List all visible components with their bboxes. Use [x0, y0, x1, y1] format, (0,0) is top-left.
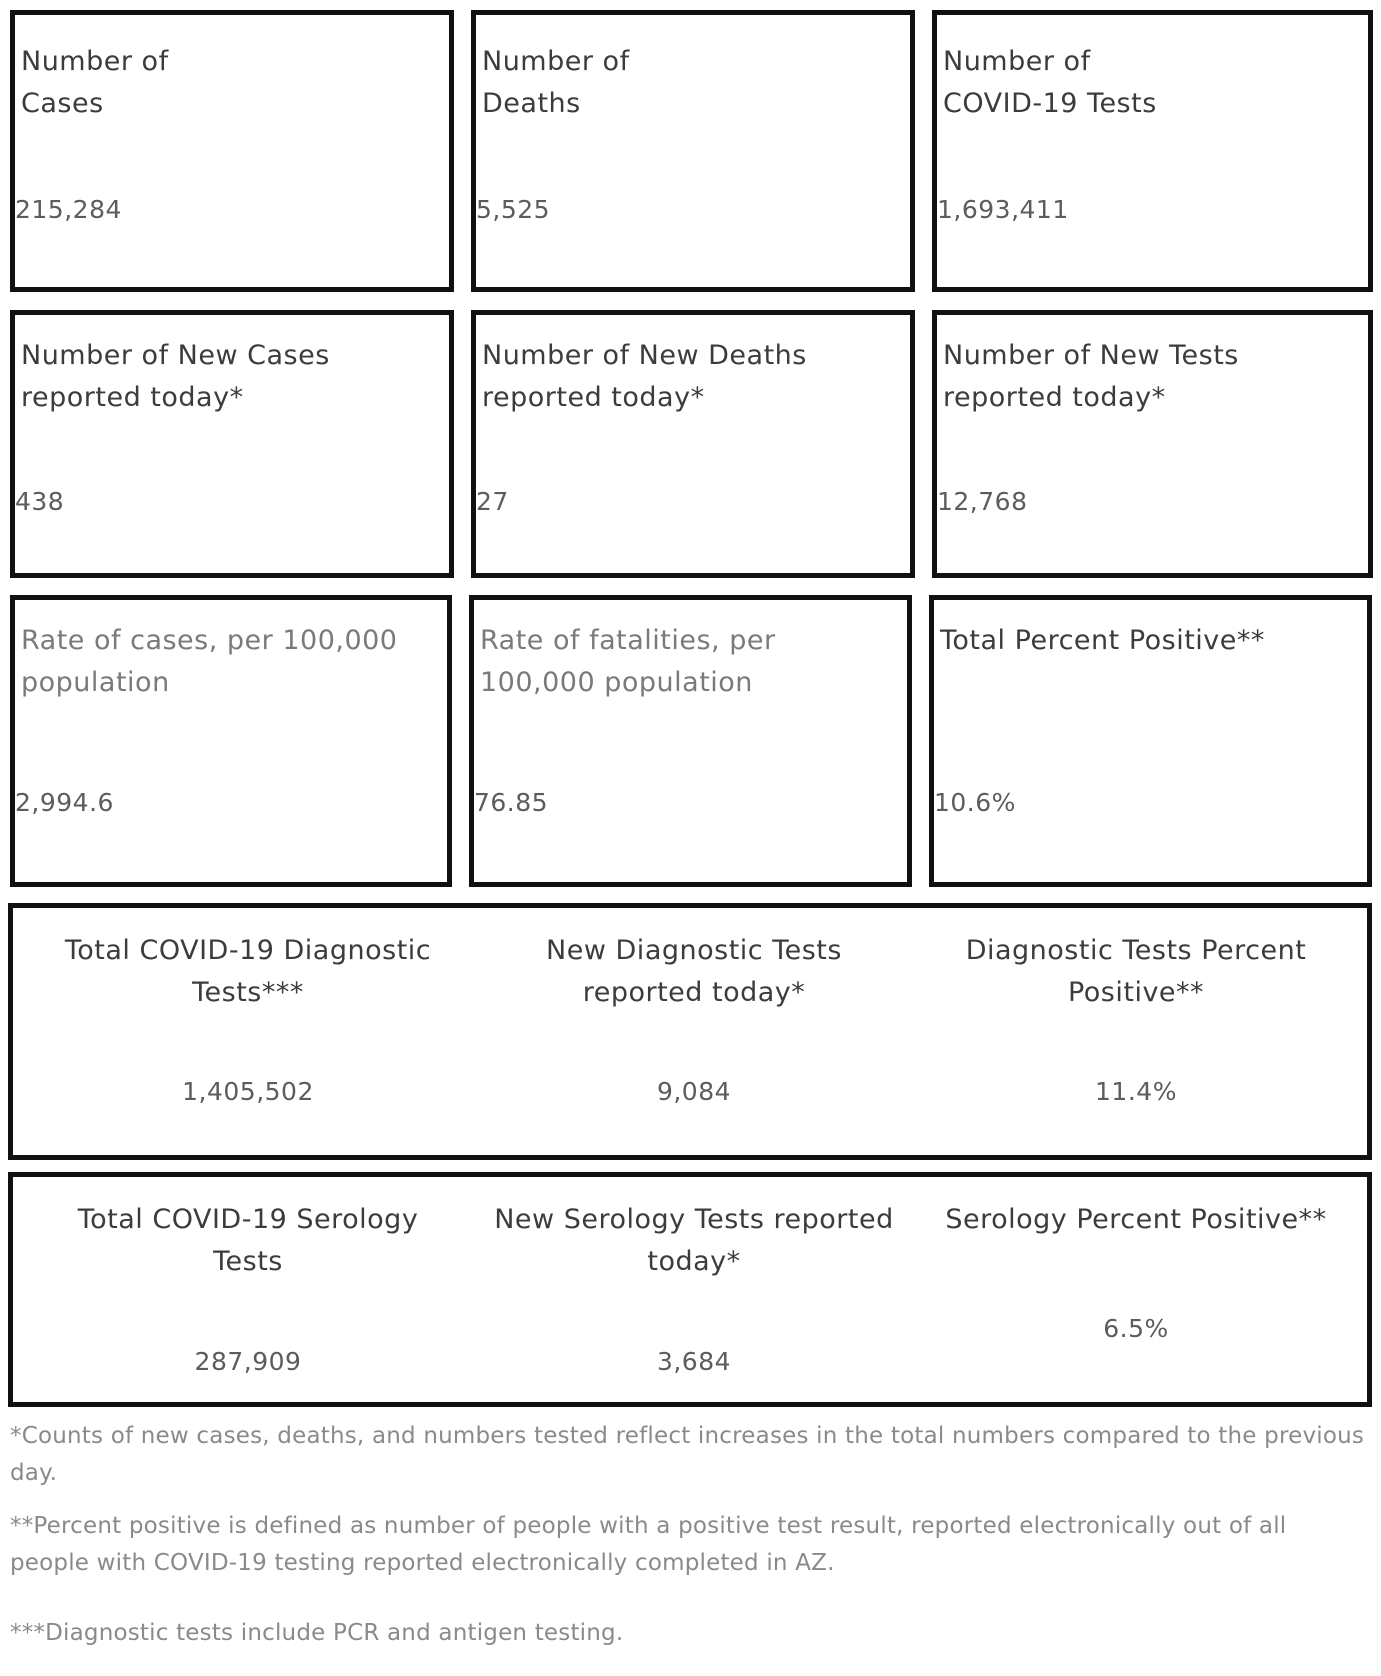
serology-panel [8, 1172, 1372, 1407]
new-deaths-value: 27 [476, 487, 509, 516]
total-percent-positive-card [929, 595, 1372, 887]
serology-new-cell [479, 1177, 909, 1402]
fatality-rate-label: Rate of fatalities, per 100,000 population [480, 625, 776, 698]
deaths-card [471, 10, 915, 292]
serology-total-cell [33, 1177, 463, 1402]
diagnostic-total-label: Total COVID-19 Diagnostic Tests*** [64, 935, 432, 1008]
deaths-value: 5,525 [476, 195, 551, 224]
diagnostic-percent-label: Diagnostic Tests Percent Positive** [965, 935, 1307, 1008]
diagnostic-total-cell [33, 908, 463, 1155]
cases-card [10, 10, 454, 292]
total-percent-positive-value: 10.6% [934, 788, 1016, 817]
fatality-rate-value: 76.85 [474, 788, 549, 817]
tests-card [932, 10, 1373, 292]
new-cases-value: 438 [15, 487, 65, 516]
footnote-percent-positive: **Percent positive is defined as number of people with a positive test result, reported electronically out of all people with COVID-19 testing reported electronically completed in AZ. [10, 1513, 1287, 1576]
case-rate-value: 2,994.6 [15, 788, 114, 817]
new-tests-label: Number of New Tests reported today* [943, 340, 1239, 413]
serology-total-value: 287,909 [194, 1347, 302, 1376]
new-cases-label: Number of New Cases reported today* [21, 340, 330, 413]
cases-label: Number of Cases [21, 46, 169, 119]
diagnostic-percent-value: 11.4% [1095, 1077, 1177, 1106]
new-tests-value: 12,768 [937, 487, 1028, 516]
diagnostic-panel [8, 903, 1372, 1160]
case-rate-label: Rate of cases, per 100,000 population [21, 625, 398, 698]
footnote-diagnostic-definition: ***Diagnostic tests include PCR and antigen testing. [10, 1620, 624, 1646]
serology-percent-label: Serology Percent Positive** [945, 1204, 1327, 1235]
diagnostic-total-value: 1,405,502 [182, 1077, 314, 1106]
new-tests-card [932, 310, 1373, 578]
diagnostic-new-value: 9,084 [656, 1077, 732, 1106]
serology-total-label: Total COVID-19 Serology Tests [77, 1204, 419, 1277]
diagnostic-new-cell [479, 908, 909, 1155]
diagnostic-new-label: New Diagnostic Tests reported today* [546, 935, 842, 1008]
serology-percent-cell [921, 1177, 1351, 1402]
serology-percent-value: 6.5% [1103, 1314, 1169, 1343]
diagnostic-percent-cell [921, 908, 1351, 1155]
cases-value: 215,284 [15, 195, 122, 224]
footnote-new-counts: *Counts of new cases, deaths, and numbers tested reflect increases in the total numbers compared to the previous day. [10, 1423, 1365, 1486]
new-deaths-label: Number of New Deaths reported today* [482, 340, 807, 413]
new-deaths-card [471, 310, 915, 578]
tests-value: 1,693,411 [937, 195, 1069, 224]
serology-new-label: New Serology Tests reported today* [494, 1204, 894, 1277]
total-percent-positive-label: Total Percent Positive** [940, 625, 1265, 656]
serology-new-value: 3,684 [656, 1347, 732, 1376]
deaths-label: Number of Deaths [482, 46, 630, 119]
case-rate-card [10, 595, 452, 887]
tests-label: Number of COVID-19 Tests [943, 46, 1157, 119]
new-cases-card [10, 310, 454, 578]
fatality-rate-card [469, 595, 912, 887]
